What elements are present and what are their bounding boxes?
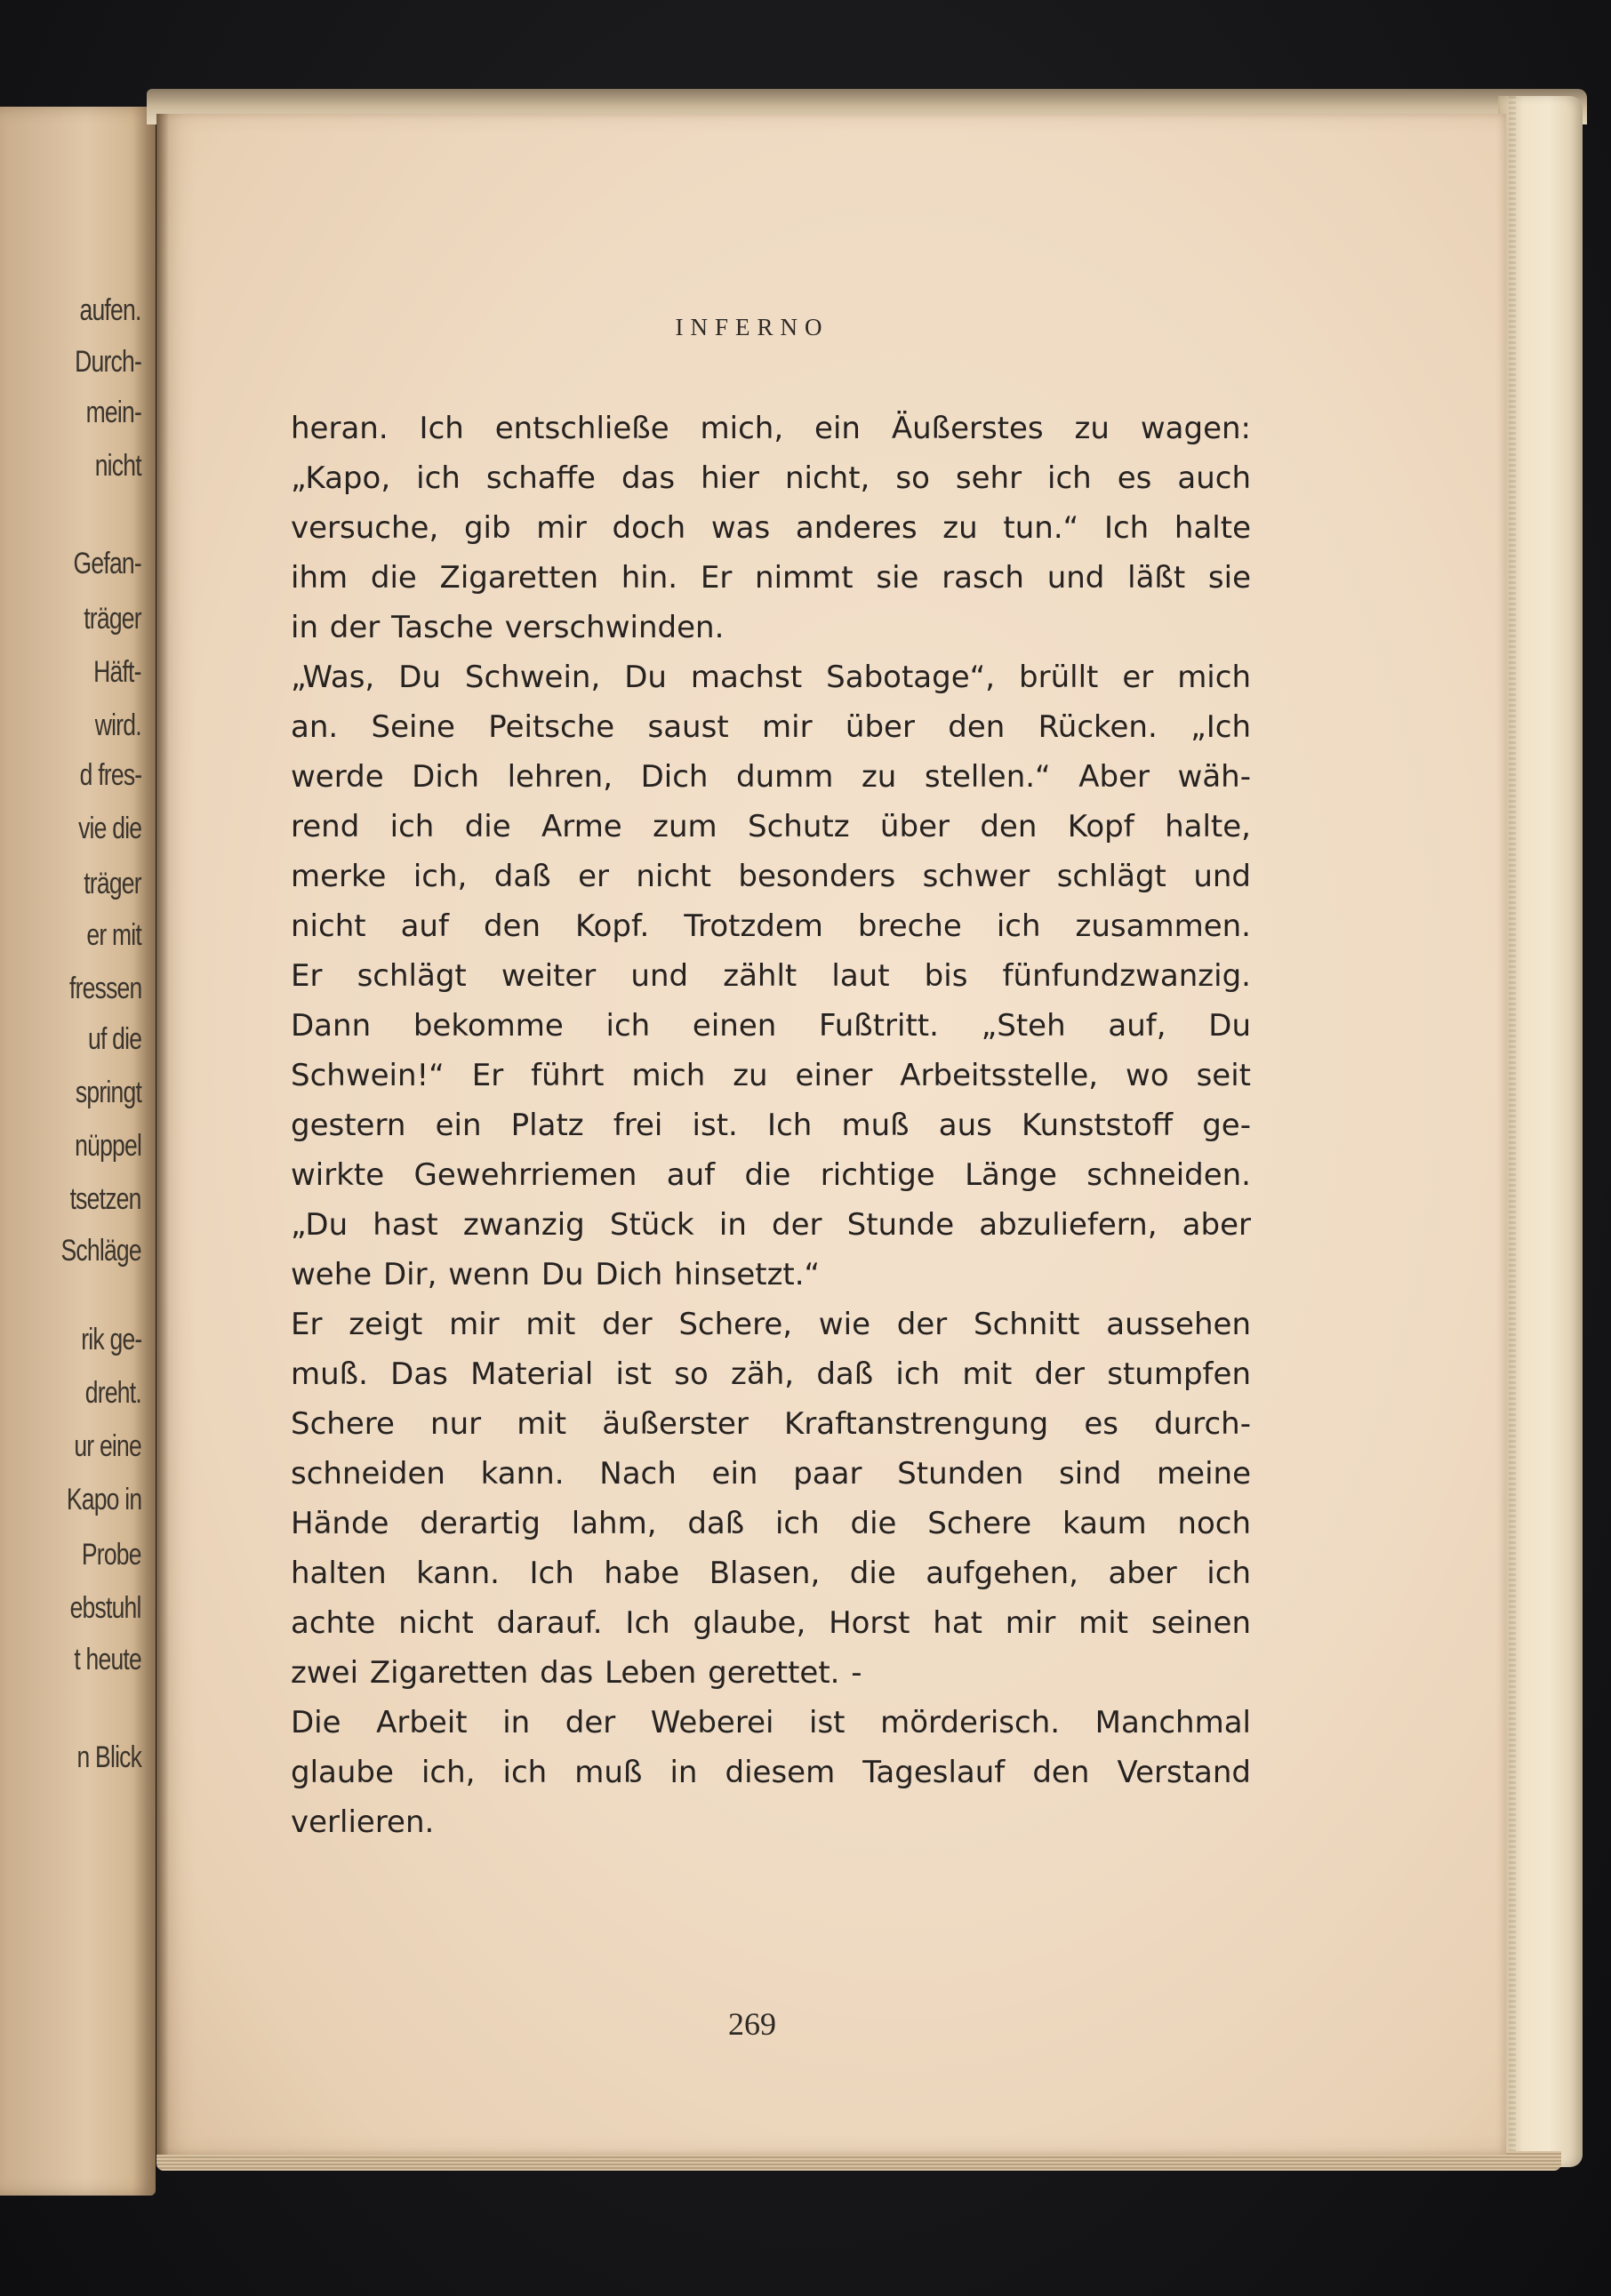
left-page-fragment: ur eine [74, 1429, 141, 1463]
left-page-fragment: t heute [74, 1643, 141, 1676]
left-page-fragment: Häft- [93, 655, 141, 689]
left-page-fragment: nicht [94, 449, 141, 483]
left-page-fragment: vie die [77, 812, 141, 845]
left-page-fragment: Gefan- [73, 547, 141, 580]
text-line: schneiden kann. Nach ein paar Stunden sind meine [291, 1456, 1251, 1492]
cover-right-edge [1498, 96, 1583, 2167]
left-page-fragment: rik ge- [80, 1323, 141, 1356]
text-line: merke ich, daß er nicht besonders schwer schlägt und [291, 859, 1251, 894]
left-page-edge [0, 107, 156, 2196]
text-line: werde Dich lehren, Dich dumm zu stellen.“ Aber wäh- [291, 759, 1251, 795]
text-line: rend ich die Arme zum Schutz über den Kopf halte, [291, 809, 1251, 844]
left-page-fragment: dreht. [84, 1376, 141, 1410]
left-page-fragment: springt [75, 1076, 141, 1109]
text-line: gestern ein Platz frei ist. Ich muß aus Kunststoff ge- [291, 1108, 1251, 1143]
text-line: „Kapo, ich schaffe das hier nicht, so sehr ich es auch [291, 460, 1251, 496]
left-page-fragment: ebstuhl [69, 1591, 141, 1625]
text-line: verlieren. [291, 1804, 435, 1840]
text-line: Er schlägt weiter und zählt laut bis fünfundzwanzig. [291, 958, 1251, 994]
left-page-fragment: aufen. [79, 293, 141, 327]
text-line: versuche, gib mir doch was anderes zu tun.“ Ich halte [291, 510, 1251, 546]
text-line: halten kann. Ich habe Blasen, die aufgehen, aber ich [291, 1556, 1251, 1591]
left-page-fragment: träger [84, 602, 141, 636]
text-line: in der Tasche verschwinden. [291, 610, 725, 645]
text-line: ihm die Zigaretten hin. Er nimmt sie rasch und läßt sie [291, 560, 1251, 596]
left-page-fragment: n Blick [76, 1740, 141, 1774]
text-line: „Du hast zwanzig Stück in der Stunde abzuliefern, aber [291, 1207, 1251, 1243]
text-line: wehe Dir, wenn Du Dich hinsetzt.“ [291, 1257, 821, 1292]
text-line: zwei Zigaretten das Leben gerettet. - [291, 1655, 862, 1691]
left-page-fragment: nüppel [75, 1129, 141, 1163]
text-line: Schere nur mit äußerster Kraftanstrengung es durch- [291, 1406, 1251, 1442]
left-page-fragment: wird. [94, 708, 141, 742]
text-line: wirkte Gewehrriemen auf die richtige Länge schneiden. [291, 1157, 1251, 1193]
text-line: glaube ich, ich muß in diesem Tageslauf den Verstand [291, 1755, 1251, 1790]
text-line: Die Arbeit in der Weberei ist mörderisch. Manchmal [291, 1705, 1251, 1740]
text-line: Hände derartig lahm, daß ich die Schere kaum noch [291, 1506, 1251, 1541]
left-page-fragment: mein- [85, 396, 141, 429]
left-page-fragment: fressen [68, 972, 141, 1005]
text-line: muß. Das Material ist so zäh, daß ich mit der stumpfen [291, 1356, 1251, 1392]
left-page-fragment: er mit [86, 918, 141, 952]
text-line: „Was, Du Schwein, Du machst Sabotage“, brüllt er mich [291, 660, 1251, 695]
left-page-fragment: Kapo in [66, 1483, 141, 1516]
left-page-fragment: uf die [87, 1022, 141, 1056]
left-page-fragment: Probe [82, 1538, 141, 1572]
book-page [156, 114, 1506, 2155]
text-line: heran. Ich entschließe mich, ein Äußerstes zu wagen: [291, 411, 1251, 446]
running-head: INFERNO [675, 314, 830, 340]
left-page-fragment: träger [84, 867, 141, 900]
left-page-fragment: Durch- [75, 345, 141, 379]
gutter-shadow [156, 114, 169, 2155]
left-page-fragment: Schläge [60, 1234, 141, 1268]
text-line: Er zeigt mir mit der Schere, wie der Schnitt aussehen [291, 1307, 1251, 1342]
text-line: nicht auf den Kopf. Trotzdem breche ich zusammen. [291, 908, 1251, 944]
text-line: achte nicht darauf. Ich glaube, Horst hat mir mit seinen [291, 1605, 1251, 1641]
text-line: Dann bekomme ich einen Fußtritt. „Steh auf, Du [291, 1008, 1251, 1044]
page-number: 269 [728, 2006, 776, 2042]
text-line: Schwein!“ Er führt mich zu einer Arbeitsstelle, wo seit [291, 1058, 1251, 1093]
body-text [291, 404, 1251, 1847]
text-line: an. Seine Peitsche saust mir über den Rücken. „Ich [291, 709, 1251, 745]
left-page-fragment: tsetzen [69, 1182, 141, 1216]
left-page-fragment: d fres- [79, 758, 141, 792]
